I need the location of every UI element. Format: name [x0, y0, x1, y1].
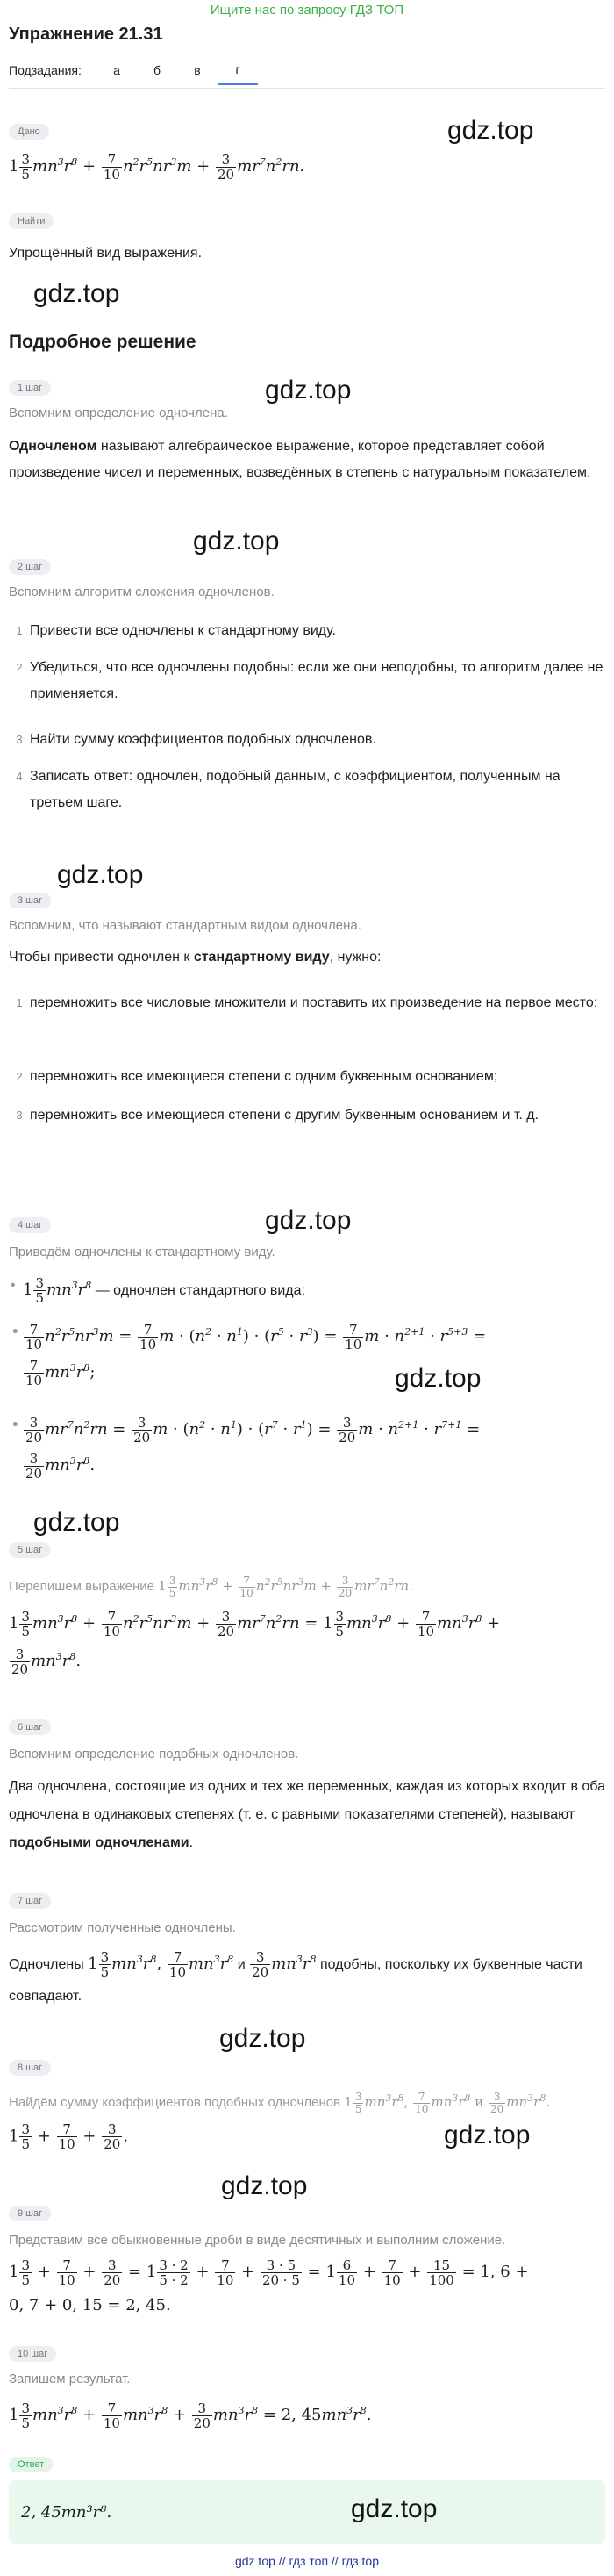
standard-form-list: [9, 990, 605, 1129]
monomial-2: • $\frac{7}{10}$ $n^2r^5nr^3m$ = $\frac{7}{10}$ $m \cdot (n^2 \cdot n^1) \cdot (r^5 \cdot r^3)$ = $\frac{7}{10}$ $m \cdot n^{2+1} \cdot r^{5+3}$ = $\frac{7}{10}$ $mn^3r^8$;: [11, 1321, 487, 1388]
search-banner: Ищите нас по запросу ГДЗ ТОП: [210, 3, 404, 18]
algorithm-list: [9, 618, 605, 816]
list-item: 1 перемножить все числовые множители и поставить их произведение на первое место;: [16, 995, 598, 1010]
step-intro: Запишем результат.: [9, 2371, 131, 2386]
monomial-definition: [9, 434, 605, 486]
monomial-3: • $\frac{3}{20}$ $mr^7n^2rn$ = $\frac{3}{20}$ $m \cdot (n^2 \cdot n^1) \cdot (r^7 \cdot r^1)$ = $\frac{3}{20}$ $m \cdot n^{2+1} \cdot r^{7+1}$ = $\frac{3}{20}$ $mn^3r^8$.: [11, 1414, 481, 1482]
watermark: gdz.top: [219, 2024, 306, 2053]
decimal-sum: 1 $\frac{3}{5}$ + $\frac{7}{10}$ + $\frac{3}{20}$ = 1 $\frac{3 \cdot 2}{5 \cdot 2}$ + $\frac{7}{10}$ + $\frac{3 \cdot 5}{20 \cdot 5}$ = 1 $\frac{6}{10}$ + $\frac{7}{10}$ + $\frac{15}{100}$ = 1, 6 + 0, 7 + 0, 15 = 2, 45.: [9, 2257, 529, 2314]
step-badge: 6 шаг: [9, 1719, 51, 1735]
page-title: Упражнение 21.31: [9, 25, 163, 44]
step-badge: 4 шаг: [9, 1217, 51, 1233]
watermark: gdz.top: [193, 527, 280, 556]
step-badge: 3 шаг: [9, 893, 51, 908]
list-item: 4 Записать ответ: одночлен, подобный данным, с коэффициентом, полученным на третьем шаге.: [16, 769, 560, 810]
step-intro: Представим все обыкновенные дроби в виде десятичных и выполним сложение.: [9, 2233, 506, 2248]
watermark: gdz.top: [33, 279, 120, 308]
similar-statement: Одночлены 1 $\frac{3}{5}$ $mn^3r^8$, $\frac{7}{10}$ $mn^3r^8$ и $\frac{3}{20}$ $mn^3r^8$ подобны, поскольку их буквенные части совпадают.: [9, 1948, 582, 2004]
tab-v[interactable]: в: [194, 63, 201, 77]
watermark: gdz.top: [395, 1364, 482, 1393]
list-item: 2 Убедиться, что все одночлены подобны: если же они неподобны, то алгоритм далее не применяется.: [16, 660, 603, 701]
term-monomial: Одночленом: [9, 439, 97, 454]
tab-a[interactable]: а: [113, 63, 120, 77]
step-intro: Перепишем выражение 1 $\frac{3}{5}$ $mn^3r^8$ + $\frac{7}{10}$ $n^2r^5nr^3m$ + $\frac{3}{20}$ $mr^7n^2rn$.: [9, 1574, 413, 1599]
step-intro: Рассмотрим полученные одночлены.: [9, 1920, 236, 1935]
answer-value: 2, 45mn³r⁸.: [21, 2503, 112, 2522]
step-badge: 2 шаг: [9, 559, 51, 575]
solution-title: Подробное решение: [9, 332, 196, 352]
similar-definition: Два одночлена, состоящие из одних и тех же переменных, каждая из которых входит в оба одночлена в одинаковых степенях (т. е. с равными показателями степеней), называют подобными одночленами.: [9, 1779, 605, 1850]
watermark: gdz.top: [33, 1508, 120, 1537]
given-badge: Дано: [9, 124, 49, 140]
step-intro: Вспомним определение одночлена.: [9, 405, 228, 420]
step-badge: 10 шаг: [9, 2346, 56, 2362]
step-intro: Вспомним, что называют стандартным видом одночлена.: [9, 918, 361, 933]
list-item: 3 Найти сумму коэффициентов подобных одночленов.: [16, 732, 376, 747]
given-expression: 1 $\frac{3}{5}$ $mn^3r^8$ + $\frac{7}{10}$ $n^2r^5nr^3m$ + $\frac{3}{20}$ $mr^7n^2rn$.: [9, 151, 305, 183]
tab-g[interactable]: г: [218, 55, 258, 85]
step-badge: 9 шаг: [9, 2206, 51, 2221]
footer-links[interactable]: gdz top // гдз топ // гдз top: [234, 2554, 380, 2568]
tabs-divider: [9, 88, 605, 89]
watermark: gdz.top: [444, 2120, 531, 2149]
watermark: gdz.top: [221, 2171, 308, 2200]
list-item: 1 Привести все одночлены к стандартному виду.: [16, 623, 336, 638]
result-expression: 1 $\frac{3}{5}$ $mn^3r^8$ + $\frac{7}{10}$ $mn^3r^8$ + $\frac{3}{20}$ $mn^3r^8 = 2$, $45mn^3r^8$.: [9, 2400, 372, 2431]
find-text: Упрощённый вид выражения.: [9, 246, 203, 261]
step-badge: 1 шаг: [9, 380, 51, 396]
step-badge: 8 шаг: [9, 2060, 51, 2076]
standard-form-lead: Чтобы привести одночлен к стандартному виду, нужно:: [9, 950, 382, 965]
step-badge: 7 шаг: [9, 1893, 51, 1909]
watermark: gdz.top: [57, 860, 144, 889]
step-intro: Вспомним алгоритм сложения одночленов.: [9, 585, 275, 599]
step-intro: Приведём одночлены к стандартному виду.: [9, 1245, 275, 1259]
step-intro: Вспомним определение подобных одночленов.: [9, 1747, 299, 1762]
watermark: gdz.top: [265, 376, 352, 405]
watermark: gdz.top: [265, 1206, 352, 1235]
tabs-label: Подзадания:: [9, 63, 82, 77]
list-item: 3 перемножить все имеющиеся степени с другим буквенным основанием и т. д.: [16, 1108, 539, 1123]
coefficient-sum: 1 $\frac{3}{5}$ + $\frac{7}{10}$ + $\frac{3}{20}$ .: [9, 2121, 129, 2152]
watermark: gdz.top: [447, 116, 534, 145]
subtask-tabs: [9, 53, 605, 88]
definition-text: называют алгебраическое выражение, которое представляет собой произведение чисел и переменных, возведённых в степень с натуральным показателем.: [9, 439, 591, 480]
step-intro: Найдём сумму коэффициентов подобных одночленов 1 $\frac{3}{5}$ $mn^3r^8$, $\frac{7}{10}$ $mn^3r^8$ и $\frac{3}{20}$ $mn^3r^8$.: [9, 2090, 551, 2115]
answer-box: [9, 2480, 605, 2544]
list-item: 2 перемножить все имеющиеся степени с одним буквенным основанием;: [16, 1069, 498, 1084]
rewritten-expression: 1 $\frac{3}{5}$ $mn^3r^8$ + $\frac{7}{10}$ $n^2r^5nr^3m$ + $\frac{3}{20}$ $mr^7n^2rn = 1$ $\frac{3}{5}$ $mn^3r^8$ + $\frac{7}{10}$ $mn^3r^8$ + $\frac{3}{20}$ $mn^3r^8$.: [9, 1608, 501, 1677]
step-badge: 5 шаг: [9, 1542, 51, 1558]
find-badge: Найти: [9, 213, 54, 229]
answer-badge: Ответ: [9, 2457, 53, 2472]
watermark: gdz.top: [351, 2494, 438, 2523]
tab-b[interactable]: б: [153, 63, 161, 77]
monomial-1: • 1 $\frac{3}{5}$ $mn^3r^8$ — одночлен стандартного вида;: [11, 1274, 305, 1306]
